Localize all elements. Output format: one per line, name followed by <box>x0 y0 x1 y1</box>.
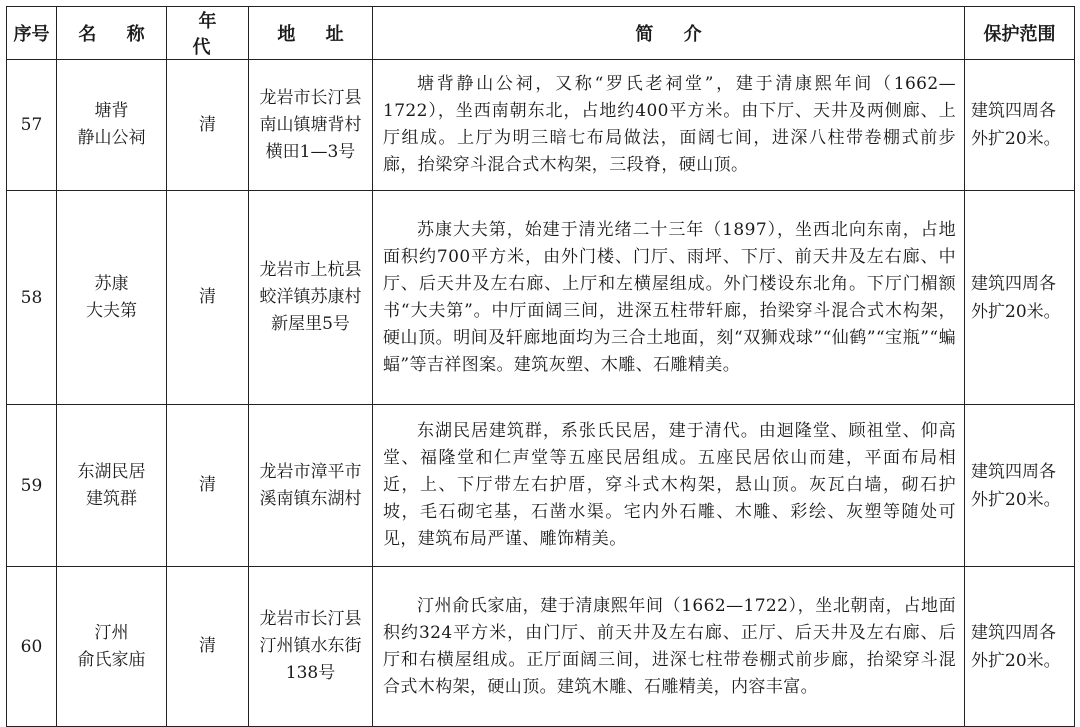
row-name: 东湖民居 建筑群 <box>57 405 167 567</box>
header-index: 序号 <box>7 7 57 60</box>
header-name: 名 称 <box>57 7 167 60</box>
header-address: 地 址 <box>249 7 373 60</box>
row-name: 苏康 大夫第 <box>57 191 167 405</box>
row-protection: 建筑四周各外扩20米。 <box>965 405 1075 567</box>
row-summary-text: 东湖民居建筑群，系张氏民居，建于清代。由迴隆堂、顾祖堂、仰高堂、福隆堂和仁声堂等五座民居组成。五座民居依山而建，平面布局相近，上、下厅带左右护厝，穿斗式木构架，悬山顶。灰瓦白墙，砌石护坡，毛石砌宅基，石凿水渠。宅内外石雕、木雕、彩绘、灰塑等随处可见，建筑布局严谨、雕饰精美。 <box>383 421 956 549</box>
header-protection: 保护范围 <box>965 7 1075 60</box>
row-summary <box>373 567 965 727</box>
row-name: 塘背 静山公祠 <box>57 60 167 191</box>
row-summary-text: 苏康大夫第，始建于清光绪二十三年（1897），坐西北向东南，占地面积约700平方米，由外门楼、门厅、雨坪、下厅、前天井及左右廊、中厅、后天井及左右廊、上厅和左横屋组成。外门楼设东北角。下厅门楣额书“大夫第”。中厅面阔三间，进深五柱带轩廊，抬梁穿斗混合式木构架，硬山顶。明间及轩廊地面均为三合土地面，刻“双狮戏球”“仙鹤”“宝瓶”“蝙蝠”等吉祥图案。建筑灰塑、木雕、石雕精美。 <box>383 219 956 375</box>
row-era: 清 <box>167 191 249 405</box>
row-era: 清 <box>167 60 249 191</box>
row-era: 清 <box>167 567 249 727</box>
row-summary-text: 塘背静山公祠，又称“罗氏老祠堂”，建于清康熙年间（1662—1722），坐西南朝东北，占地约400平方米。由下厅、天井及两侧廊、上厅组成。上厅为明三暗七布局做法，面阔七间，进深八柱带卷棚式前步廊，抬梁穿斗混合式木构架，三段脊，硬山顶。 <box>383 74 956 175</box>
row-protection: 建筑四周各外扩20米。 <box>965 60 1075 191</box>
row-summary <box>373 405 965 567</box>
table-row <box>7 405 1075 567</box>
row-name: 汀州 俞氏家庙 <box>57 567 167 727</box>
row-address: 龙岩市长汀县南山镇塘背村横田1—3号 <box>249 60 373 191</box>
table-header-row <box>7 7 1075 60</box>
header-summary: 简 介 <box>373 7 965 60</box>
table-row <box>7 567 1075 727</box>
row-index: 59 <box>7 405 57 567</box>
row-index: 57 <box>7 60 57 191</box>
row-summary <box>373 60 965 191</box>
row-index: 60 <box>7 567 57 727</box>
heritage-table <box>6 6 1075 727</box>
row-index: 58 <box>7 191 57 405</box>
row-summary-text: 汀州俞氏家庙，建于清康熙年间（1662—1722），坐北朝南，占地面积约324平方米，由门厅、前天井及左右廊、正厅、后天井及左右廊、后厅和右横屋组成。正厅面阔三间，进深七柱带卷棚式前步廊，抬梁穿斗混合式木构架，硬山顶。建筑木雕、石雕精美，内容丰富。 <box>383 595 956 697</box>
table-row <box>7 60 1075 191</box>
row-era: 清 <box>167 405 249 567</box>
row-address: 龙岩市长汀县汀州镇水东街138号 <box>249 567 373 727</box>
row-address: 龙岩市上杭县蛟洋镇苏康村新屋里5号 <box>249 191 373 405</box>
row-address: 龙岩市漳平市溪南镇东湖村 <box>249 405 373 567</box>
header-era: 年 代 <box>167 7 249 60</box>
row-protection: 建筑四周各外扩20米。 <box>965 191 1075 405</box>
table-row <box>7 191 1075 405</box>
row-summary <box>373 191 965 405</box>
row-protection: 建筑四周各外扩20米。 <box>965 567 1075 727</box>
